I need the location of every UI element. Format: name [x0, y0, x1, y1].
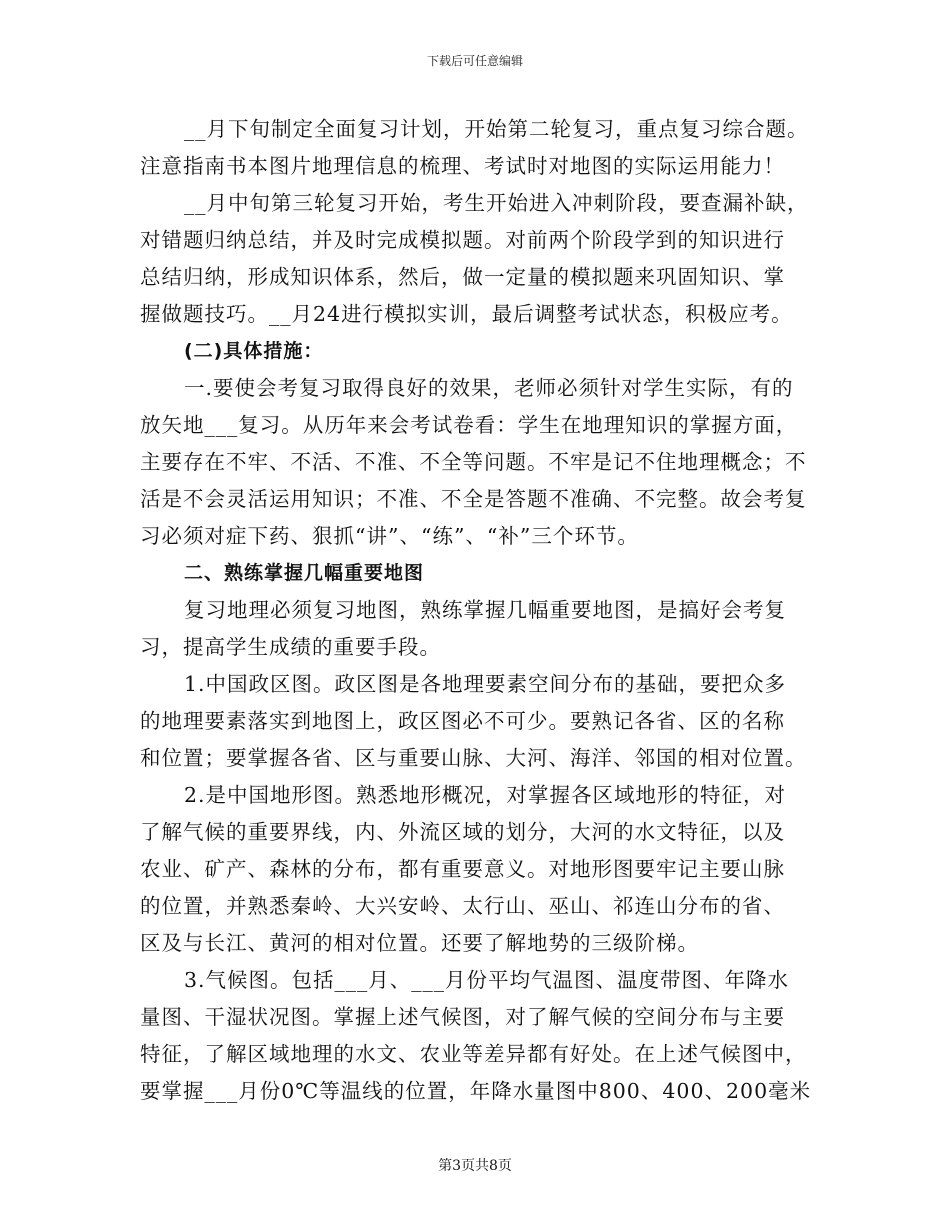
paragraph-line: 活是不会灵活运用知识；不准、不全是答题不准确、不完整。故会考复: [140, 487, 807, 511]
paragraph-line: 量图、干湿状况图。掌握上述气候图，对了解气候的空间分布与主要: [140, 1005, 785, 1029]
page-footer: 第3页共8页: [438, 1158, 512, 1174]
document-body: [140, 111, 815, 1110]
paragraph-line: 要掌握___月份0℃等温线的位置，年降水量图中800、400、200毫米: [140, 1079, 812, 1103]
section-heading: 二、熟练掌握几幅重要地图: [184, 562, 425, 584]
paragraph-line: 放矢地___复习。从历年来会考试卷看：学生在地理知识的掌握方面，: [140, 413, 798, 437]
paragraph-line: __月中旬第三轮复习开始，考生开始进入冲刺阶段，要查漏补缺，: [184, 191, 809, 215]
paragraph-line: 握做题技巧。__月24进行模拟实训，最后调整考试状态，积极应考。: [140, 302, 793, 326]
paragraph-line: 了解气候的重要界线，内、外流区域的划分，大河的水文特征，以及: [140, 820, 785, 844]
paragraph-line: 总结归纳，形成知识体系，然后，做一定量的模拟题来巩固知识、掌: [140, 265, 785, 289]
paragraph-line: 和位置；要掌握各省、区与重要山脉、大河、海洋、邻国的相对位置。: [140, 746, 807, 770]
page-header: 下载后可任意编辑: [426, 54, 523, 68]
paragraph-line: __月下旬制定全面复习计划，开始第二轮复习，重点复习综合题。: [184, 117, 809, 141]
paragraph-line: 特征，了解区域地理的水文、农业等差异都有好处。在上述气候图中，: [140, 1042, 807, 1066]
paragraph-line: 一.要使会考复习取得良好的效果，老师必须针对学生实际，有的: [184, 376, 794, 400]
paragraph-line: 复习地理必须复习地图，熟练掌握几幅重要地图，是搞好会考复: [184, 598, 786, 622]
section-heading: (二)具体措施：: [184, 340, 324, 362]
paragraph-line: 农业、矿产、森林的分布，都有重要意义。对地形图要牢记主要山脉: [140, 857, 785, 881]
paragraph-line: 1.中国政区图。政区图是各地理要素空间分布的基础，要把众多: [184, 672, 787, 696]
paragraph-line: 3.气候图。包括___月、___月份平均气温图、温度带图、年降水: [184, 968, 790, 992]
paragraph-line: 2.是中国地形图。熟悉地形概况，对掌握各区域地形的特征，对: [184, 783, 787, 807]
paragraph-line: 习，提高学生成绩的重要手段。: [140, 635, 441, 659]
paragraph-line: 区及与长江、黄河的相对位置。还要了解地势的三级阶梯。: [140, 931, 699, 955]
paragraph-line: 对错题归纳总结，并及时完成模拟题。对前两个阶段学到的知识进行: [140, 228, 785, 252]
paragraph-line: 的地理要素落实到地图上，政区图必不可少。要熟记各省、区的名称: [140, 709, 785, 733]
paragraph-line: 主要存在不牢、不活、不准、不全等问题。不牢是记不住地理概念；不: [140, 450, 807, 474]
paragraph-line: 的位置，并熟悉秦岭、大兴安岭、太行山、巫山、祁连山分布的省、: [140, 894, 785, 918]
paragraph-line: 习必须对症下药、狠抓“讲”、“练”、“补”三个环节。: [140, 524, 639, 548]
paragraph-line: 注意指南书本图片地理信息的梳理、考试时对地图的实际运用能力！: [140, 154, 785, 178]
